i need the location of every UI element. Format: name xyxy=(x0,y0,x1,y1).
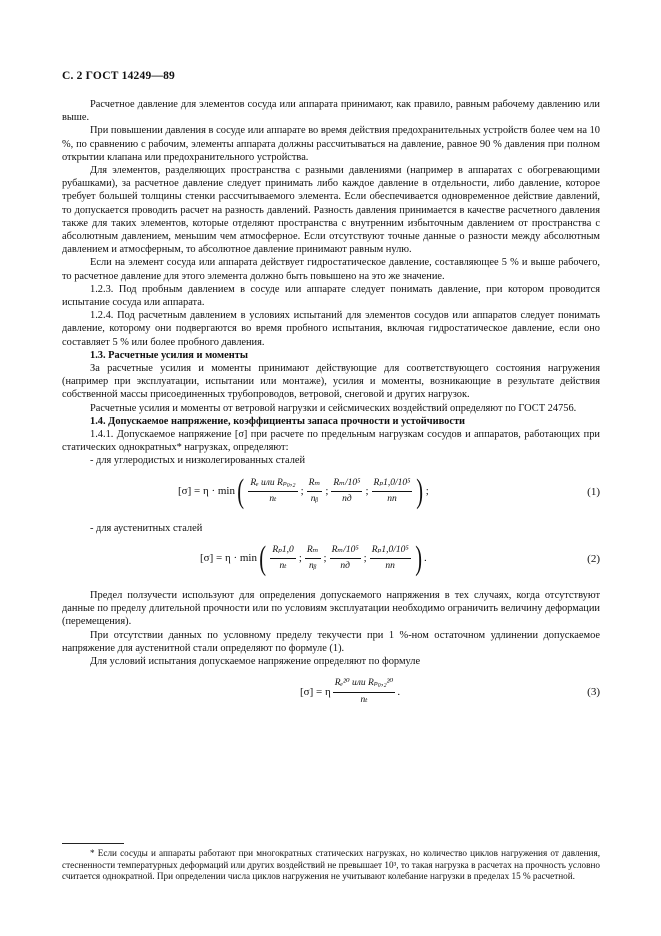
paren-left: ( xyxy=(259,539,267,577)
formula-lhs: [σ] = η · min xyxy=(200,552,257,565)
paragraph: При повышении давления в сосуде или аппарате во время действия предохранительных устройств более чем на 10 %, по сравнению с рабочим, элементы аппарата должны рассчитываться на давление, равное 90 % давления при полном открытии клапана или предохранительного устройства. xyxy=(62,125,600,163)
paragraph: Для условий испытания допускаемое напряжение определяют по формуле xyxy=(90,655,421,667)
fraction: $\frac{\text{Rₑ²⁰ или Rₚ₀,₂²⁰}}{\text{nₜ}}$ xyxy=(334,678,394,705)
fraction: $\frac{\text{Rₚ1,0/10⁵}}{nп}$ xyxy=(371,545,409,572)
list-item: - для углеродистых и низколегированных сталей xyxy=(90,455,306,467)
paragraph: Расчетные усилия и моменты от ветровой нагрузки и сейсмических воздействий определяют по ГОСТ 24756. xyxy=(90,402,577,414)
paragraph: 1.4.1. Допускаемое напряжение [σ] при расчете по предельным нагрузкам сосудов и аппаратов, работающих при статических однократных* нагрузках, определяют: xyxy=(62,429,600,454)
paren-right: ) xyxy=(416,472,424,510)
footnote-divider xyxy=(62,843,124,844)
list-item: - для аустенитных сталей xyxy=(90,522,203,534)
paragraph: При отсутствии данных по условному пределу текучести при 1 %-ном остаточном удлинении допускаемое напряжение для аустенитной стали определяют по формуле (1). xyxy=(62,629,600,654)
formula-number: (2) xyxy=(587,552,600,565)
fraction: $\frac{\text{Rₚ1,0}}{\text{nₜ}}$ xyxy=(272,545,294,572)
paragraph: За расчетные усилия и моменты принимают действующие для соответствующего состояния нагружения (например при эксплуатации, испытании или монтаже), усилия и моменты, возникающие в результате действия собственной массы присоединенных трубопроводов, ветровой, снеговой и других нагрузок. xyxy=(62,363,600,401)
formula-2: [σ] = η · min ( $\frac{\text{Rₚ1,0}}{\text{nₜ}}$ ; $\frac{\text{Rₘ}}{\text{nᵦ}}$ ; $\frac{\text{Rₘ/10⁵}}{nд}$ ; $\frac{\text{Rₚ1,0/10⁵}}{nп}$ ) . (2) xyxy=(200,539,600,577)
paragraph: Расчетное давление для элементов сосуда или аппарата принимают, как правило, равным рабочему давлению или выше. xyxy=(62,99,600,124)
page-header: С. 2 ГОСТ 14249—89 xyxy=(62,70,175,82)
fraction: $\frac{\text{Rₘ}}{\text{nᵦ}}$ xyxy=(306,545,319,572)
formula-lhs: [σ] = η xyxy=(300,685,331,698)
fraction: $\frac{\text{Rₘ/10⁵}}{nд}$ xyxy=(331,545,359,572)
paragraph: Предел ползучести используют для определения допускаемого напряжения в тех случаях, когда отсутствуют данные по пределу длительной прочности или по условиям эксплуатации необходимо ограничить величину деформации (перемещения). xyxy=(62,589,600,628)
formula-number: (3) xyxy=(587,686,600,699)
paren-left: ( xyxy=(237,472,245,510)
section-heading: 1.3. Расчетные усилия и моменты xyxy=(90,349,248,361)
paragraph: 1.2.4. Под расчетным давлением в условиях испытаний для элементов сосудов или аппаратов следует понимать давление, которому они подвергаются во время пробного испытания, включая гидростатическое давление, если оно составляет 5 % или более пробного давления. xyxy=(62,310,600,348)
paren-right: ) xyxy=(414,539,422,577)
paragraph: Если на элемент сосуда или аппарата действует гидростатическое давление, составляющее 5 % и выше рабочего, то расчетное давление для этого элемента должно быть повышено на это же значение. xyxy=(62,257,600,282)
fraction: $\frac{\text{Rₚ1,0/10⁵}}{nп}$ xyxy=(373,477,411,505)
document-body xyxy=(62,98,600,716)
footnote: * Если сосуды и аппараты работают при многократных статических нагрузках, но количество циклов нагружения от давления, стесненности температурных деформаций или других воздействий не превышает 10³, то такая нагрузка в расчетах на прочность условно считается однократной. При определении числа циклов нагружения не учитывают колебание нагрузки в пределах 15 % расчетной. xyxy=(62,848,600,882)
fraction: $\frac{\text{Rₘ/10⁵}}{nд}$ xyxy=(333,477,361,505)
formula-number: (1) xyxy=(587,485,600,498)
formula-3: [σ] = η $\frac{\text{Rₑ²⁰ или Rₚ₀,₂²⁰}}{\text{nₜ}}$ . (3) xyxy=(62,672,600,710)
formula-1: [σ] = η · min ( $\frac{\text{Rₑ или Rₚ₀,₂}}{\text{nₜ}}$ ; $\frac{\text{Rₘ}}{\text{nᵦ}}$ ; $\frac{\text{Rₘ/10⁵}}{nд}$ ; $\frac{\text{Rₚ1,0/10⁵}}{nп}$ ) ; (1) xyxy=(178,472,600,510)
fraction: $\frac{\text{Rₘ}}{\text{nᵦ}}$ xyxy=(308,477,321,505)
fraction: $\frac{\text{Rₑ или Rₚ₀,₂}}{\text{nₜ}}$ xyxy=(250,477,296,505)
paragraph: Для элементов, разделяющих пространства с разными давлениями (например в аппаратах с обогревающими рубашками), за расчетное давление следует принимать либо каждое давление в отдельности, либо давление, которое требует большей толщины стенки рассчитываемого элемента. Если обеспечивается одновременное действие давлений, то допускается проводить расчет на разность давлений. Разность давления принимается в качестве расчетного давления также для таких элементов, которые отделяют пространства с внутренним избыточным давлением от пространства с абсолютным давлением, меньшим чем атмосферное. Если отсутствуют точные данные о разности между абсолютным давлением и атмосферным, то абсолютное давление принимают равным нулю. xyxy=(62,165,600,256)
paragraph: 1.2.3. Под пробным давлением в сосуде или аппарате следует понимать давление, при котором проводится испытание сосуда или аппарата. xyxy=(62,283,600,309)
formula-lhs: [σ] = η · min xyxy=(178,485,235,498)
section-heading: 1.4. Допускаемое напряжение, коэффициенты запаса прочности и устойчивости xyxy=(90,415,466,427)
